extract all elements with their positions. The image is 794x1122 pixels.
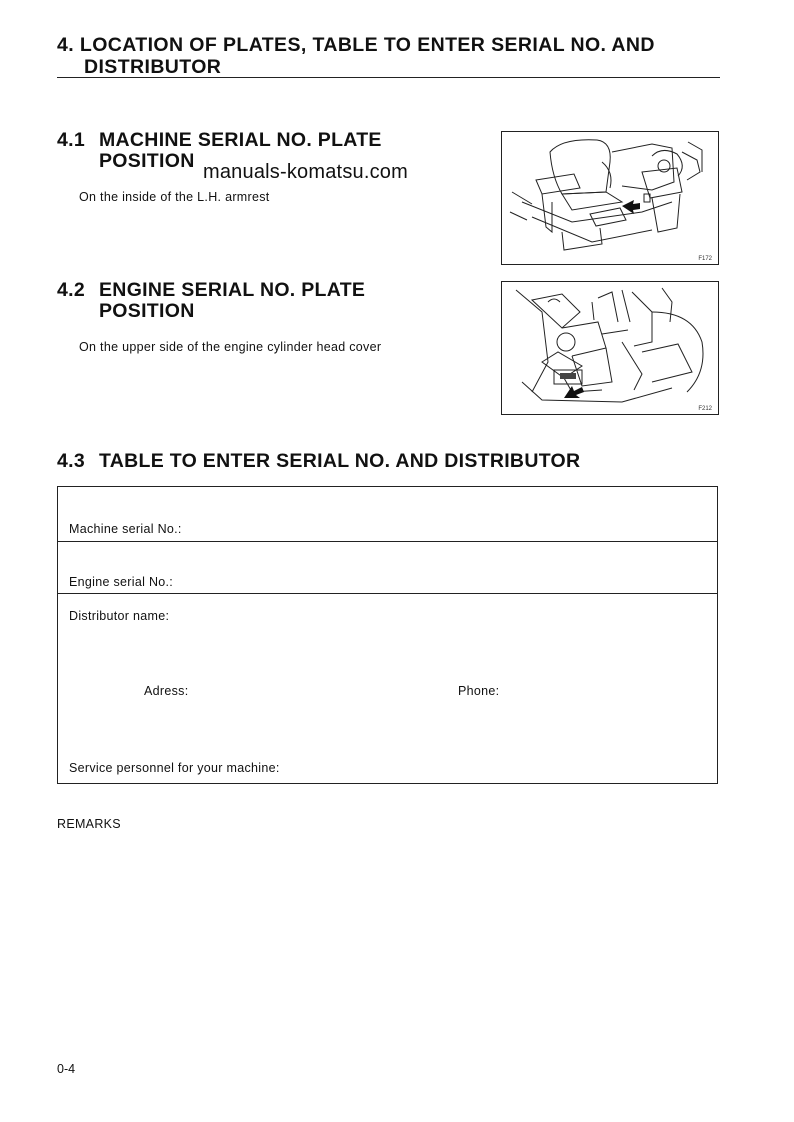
engine-plate-figure xyxy=(501,281,719,415)
section-title-line1: ENGINE SERIAL NO. PLATE xyxy=(99,279,366,301)
title-divider xyxy=(57,77,720,78)
page-number: 0-4 xyxy=(57,1062,76,1076)
row-divider xyxy=(58,593,717,594)
section-4-1-description: On the inside of the L.H. armrest xyxy=(79,190,270,204)
distributor-name-label: Distributor name: xyxy=(69,609,170,623)
engine-illustration xyxy=(502,282,718,414)
section-number: 4.3 xyxy=(57,450,86,472)
section-title-line2: POSITION xyxy=(99,300,195,322)
figure-code: F212 xyxy=(698,406,712,412)
page-title xyxy=(57,34,722,78)
section-4-3-heading xyxy=(57,451,580,472)
section-title: TABLE TO ENTER SERIAL NO. AND DISTRIBUTOR xyxy=(99,450,581,472)
armrest-illustration xyxy=(502,132,718,264)
machine-serial-label: Machine serial No.: xyxy=(69,522,182,536)
serial-distributor-table xyxy=(57,486,718,784)
address-label: Adress: xyxy=(144,684,189,698)
row-divider xyxy=(58,541,717,542)
watermark-text: manuals-komatsu.com xyxy=(203,161,408,183)
phone-label: Phone: xyxy=(458,684,500,698)
page-title-line2: DISTRIBUTOR xyxy=(84,56,222,78)
arrow-icon xyxy=(564,386,584,398)
section-number: 4.2 xyxy=(57,279,86,301)
remarks-label: REMARKS xyxy=(57,817,121,831)
section-number: 4.1 xyxy=(57,129,86,151)
section-4-2-description: On the upper side of the engine cylinder head cover xyxy=(79,340,382,354)
machine-plate-figure xyxy=(501,131,719,265)
figure-code: F172 xyxy=(698,256,712,262)
section-title-line1: MACHINE SERIAL NO. PLATE xyxy=(99,129,382,151)
section-title-line2: POSITION xyxy=(99,150,195,172)
arrow-icon xyxy=(622,200,640,214)
section-4-2-heading xyxy=(57,280,365,322)
service-personnel-label: Service personnel for your machine: xyxy=(69,761,280,775)
page-title-line1: 4. LOCATION OF PLATES, TABLE TO ENTER SERIAL NO. AND xyxy=(57,34,655,56)
engine-serial-label: Engine serial No.: xyxy=(69,575,174,589)
